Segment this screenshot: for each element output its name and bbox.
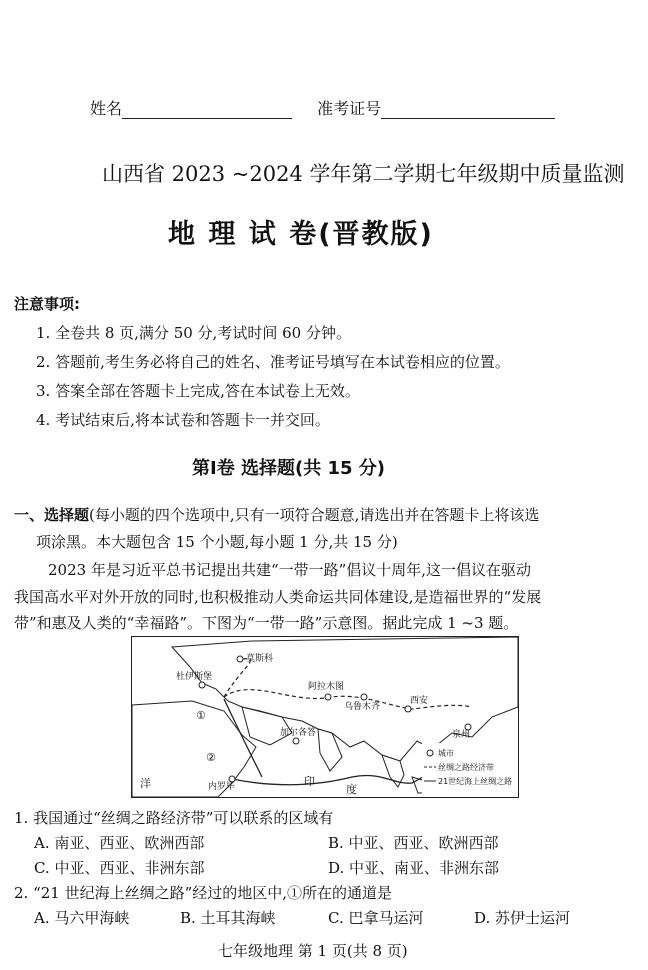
map-legend	[422, 743, 518, 797]
exam-id-blank[interactable]	[381, 102, 555, 119]
question-option[interactable]: C. 中亚、西亚、非洲东部	[34, 859, 205, 877]
passage-line: 带”和惠及人类的“幸福路”。下图为“一带一路”示意图。据此完成 1 ~3 题。	[14, 614, 519, 632]
legend-city: 城市	[438, 749, 454, 758]
notice-heading: 注意事项:	[14, 295, 80, 313]
belt-road-map	[131, 636, 519, 798]
passage-line: 2023 年是习近平总书记提出共建“一带一路”倡议十周年,这一倡议在驱动	[48, 561, 532, 579]
question-option[interactable]: C. 巴拿马运河	[328, 909, 424, 927]
city-marker-moscow	[237, 656, 243, 662]
legend-silk-road-belt: 丝绸之路经济带	[438, 763, 494, 772]
map-label: 加尔各答	[280, 728, 317, 738]
map-label: 度	[346, 783, 357, 796]
city-marker-almaty	[325, 694, 331, 700]
notice-item: 4. 考试结束后,将本试卷和答题卡一并交回。	[36, 411, 330, 429]
map-label: 内罗毕	[208, 782, 236, 792]
part-intro-line2: 项涂黑。本大题包含 15 个小题,每小题 1 分,共 15 分)	[36, 533, 398, 551]
city-marker-urumqi	[361, 694, 367, 700]
part-label: 一、选择题	[14, 506, 90, 524]
legend-maritime-road: 21世纪海上丝绸之路	[438, 777, 513, 786]
notice-item: 1. 全卷共 8 页,满分 50 分,考试时间 60 分钟。	[36, 324, 351, 342]
notice-item: 3. 答案全部在答题卡上完成,答在本试卷上无效。	[36, 382, 360, 400]
map-label: 印	[304, 775, 315, 788]
exam-id-label: 准考证号	[317, 99, 382, 118]
name-blank[interactable]	[122, 102, 292, 119]
question-stem: 2. “21 世纪海上丝绸之路”经过的地区中,①所在的通道是	[14, 884, 393, 902]
question-option[interactable]: A. 马六甲海峡	[34, 909, 130, 927]
passage-line: 我国高水平对外开放的同时,也积极推动人类命运共同体建设,是造福世界的“发展	[14, 588, 542, 606]
question-option[interactable]: B. 中亚、西亚、欧洲西部	[328, 834, 499, 852]
question-option[interactable]: D. 中亚、南亚、非洲东部	[328, 859, 500, 877]
name-label: 姓名	[90, 99, 123, 118]
map-label: 洋	[140, 777, 151, 790]
city-marker-kolkata	[293, 738, 299, 744]
map-label: ①	[196, 709, 206, 722]
map-label: ②	[206, 751, 216, 764]
notice-item: 2. 答题前,考生务必将自己的姓名、准考证号填写在本试卷相应的位置。	[36, 353, 510, 371]
city-marker-xian	[405, 706, 411, 712]
map-svg	[132, 637, 518, 797]
part-intro: (每小题的四个选项中,只有一项符合题意,请选出并在答题卡上将该选	[89, 506, 540, 524]
question-option[interactable]: A. 南亚、西亚、欧洲西部	[34, 834, 205, 852]
map-label: 西安	[410, 696, 429, 706]
section-title: 第Ⅰ卷 选择题(共 15 分)	[192, 458, 385, 479]
question-stem: 1. 我国通过“丝绸之路经济带”可以联系的区域有	[14, 809, 334, 827]
part-intro-line1	[14, 505, 539, 525]
question-option[interactable]: B. 土耳其海峡	[180, 909, 276, 927]
map-label: 乌鲁木齐	[344, 702, 381, 712]
question-option[interactable]: D. 苏伊士运河	[474, 909, 571, 927]
map-label: 莫斯科	[246, 654, 274, 664]
exam-title: 山西省 2023 ~2024 学年第二学期七年级期中质量监测	[102, 162, 625, 186]
map-label: 泉州	[452, 730, 471, 740]
page-footer: 七年级地理 第 1 页(共 8 页)	[218, 942, 408, 960]
map-label: 阿拉木图	[308, 682, 345, 692]
map-label: 杜伊斯堡	[176, 672, 213, 682]
city-marker-duisburg	[199, 682, 205, 688]
subject-title: 地 理 试 卷(晋教版)	[168, 219, 434, 250]
header-row	[90, 96, 555, 119]
